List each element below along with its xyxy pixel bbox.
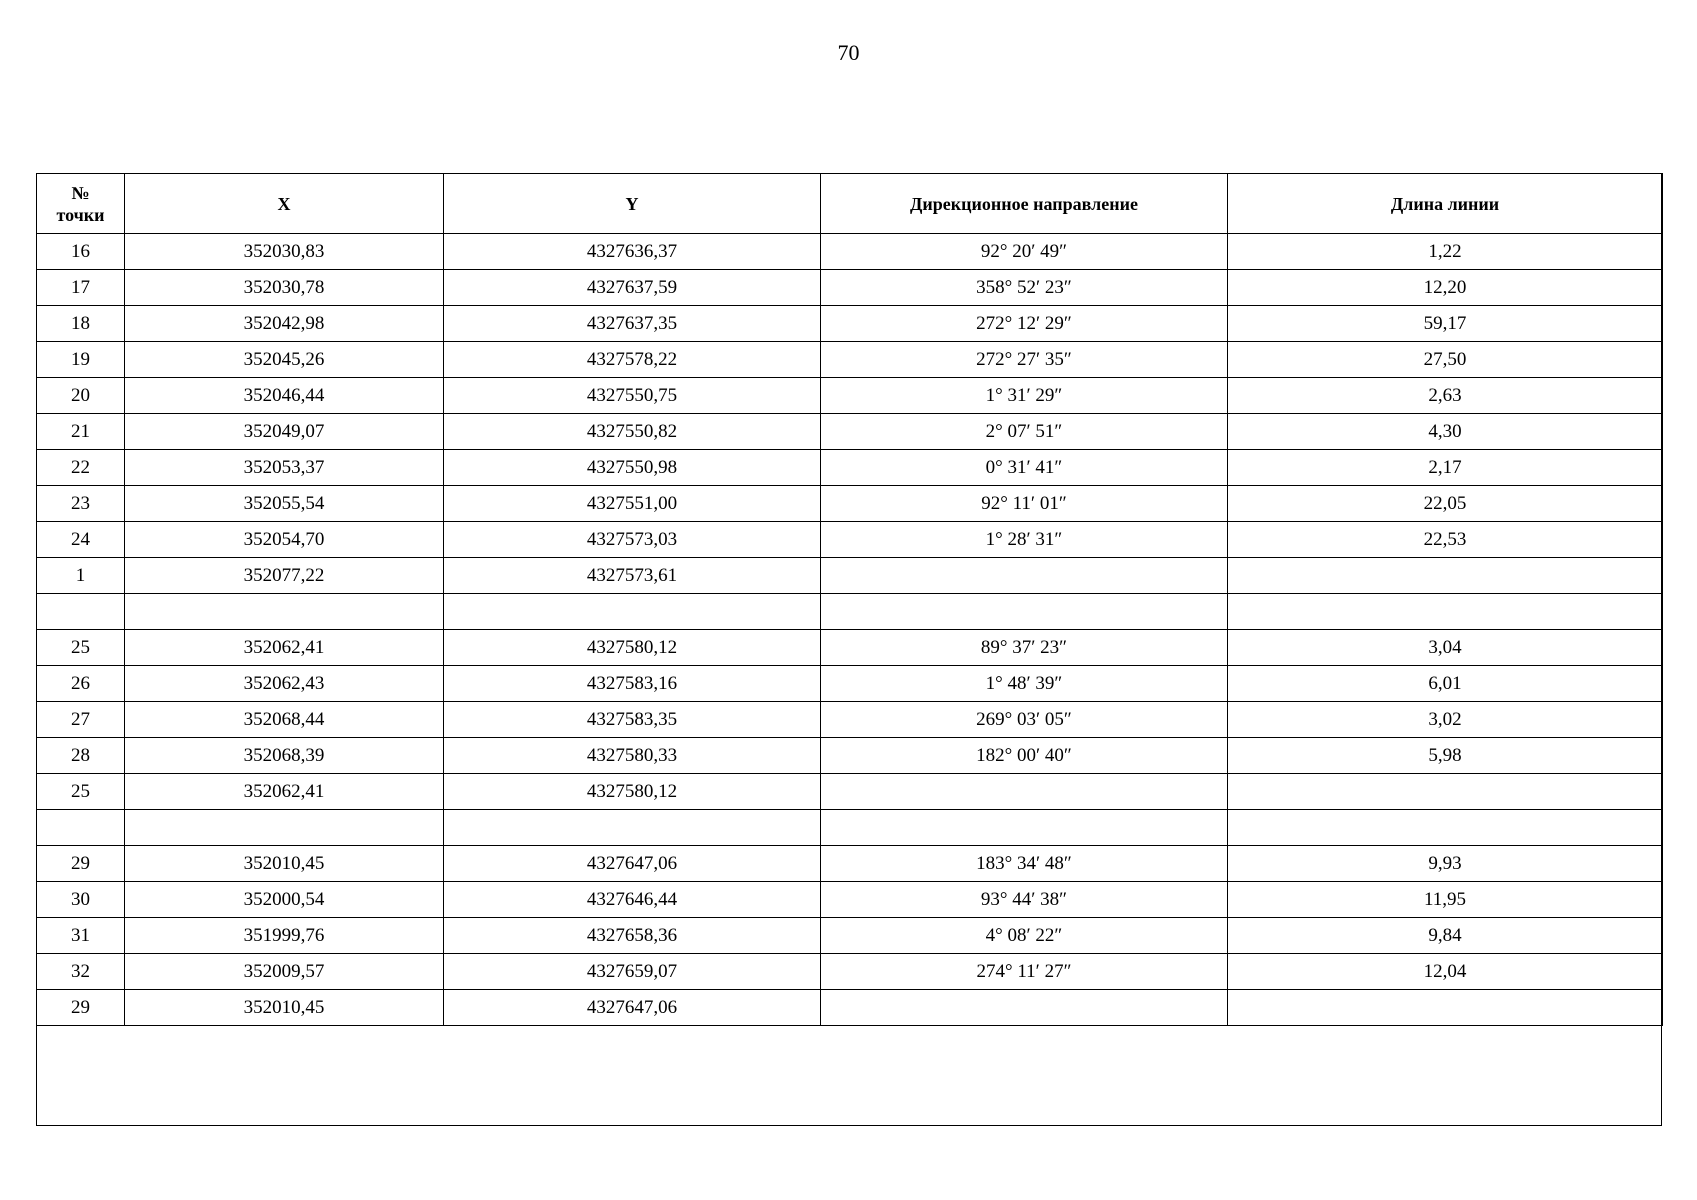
- cell-point-number: 20: [37, 378, 125, 414]
- header-direction: Дирекционное направление: [821, 174, 1228, 234]
- cell-x: 351999,76: [125, 918, 444, 954]
- table-row: [37, 774, 1663, 810]
- cell-direction: 89° 37′ 23″: [821, 630, 1228, 666]
- cell-length: [1228, 558, 1663, 594]
- cell-y: 4327550,98: [444, 450, 821, 486]
- cell-point-number: 24: [37, 522, 125, 558]
- cell-y: 4327550,75: [444, 378, 821, 414]
- cell-length: 4,30: [1228, 414, 1663, 450]
- cell-y: 4327646,44: [444, 882, 821, 918]
- cell-y: 4327647,06: [444, 990, 821, 1026]
- cell-x: [125, 810, 444, 846]
- header-y: Y: [444, 174, 821, 234]
- cell-direction: [821, 990, 1228, 1026]
- cell-point-number: 27: [37, 702, 125, 738]
- table-row: [37, 558, 1663, 594]
- cell-x: 352000,54: [125, 882, 444, 918]
- header-point-symbol: №: [71, 182, 90, 203]
- cell-direction: 4° 08′ 22″: [821, 918, 1228, 954]
- cell-point-number: 23: [37, 486, 125, 522]
- cell-length: 27,50: [1228, 342, 1663, 378]
- cell-length: 12,04: [1228, 954, 1663, 990]
- cell-direction: 2° 07′ 51″: [821, 414, 1228, 450]
- cell-y: 4327573,03: [444, 522, 821, 558]
- cell-direction: 182° 00′ 40″: [821, 738, 1228, 774]
- cell-length: 2,17: [1228, 450, 1663, 486]
- cell-length: 3,02: [1228, 702, 1663, 738]
- cell-direction: [821, 594, 1228, 630]
- cell-direction: 274° 11′ 27″: [821, 954, 1228, 990]
- cell-y: 4327659,07: [444, 954, 821, 990]
- cell-point-number: 19: [37, 342, 125, 378]
- table-body: [37, 234, 1663, 1026]
- cell-length: [1228, 810, 1663, 846]
- cell-x: 352062,41: [125, 630, 444, 666]
- cell-point-number: 16: [37, 234, 125, 270]
- header-point-word: точки: [56, 204, 105, 225]
- cell-direction: 1° 28′ 31″: [821, 522, 1228, 558]
- cell-x: 352068,39: [125, 738, 444, 774]
- cell-length: 12,20: [1228, 270, 1663, 306]
- cell-direction: 1° 48′ 39″: [821, 666, 1228, 702]
- table-row: [37, 846, 1663, 882]
- cell-x: 352055,54: [125, 486, 444, 522]
- cell-y: [444, 810, 821, 846]
- table-row: [37, 882, 1663, 918]
- cell-y: 4327583,35: [444, 702, 821, 738]
- cell-y: 4327637,35: [444, 306, 821, 342]
- table-row: [37, 378, 1663, 414]
- cell-y: 4327658,36: [444, 918, 821, 954]
- cell-direction: 92° 11′ 01″: [821, 486, 1228, 522]
- cell-y: 4327550,82: [444, 414, 821, 450]
- cell-y: 4327580,33: [444, 738, 821, 774]
- cell-length: [1228, 990, 1663, 1026]
- cell-length: 59,17: [1228, 306, 1663, 342]
- cell-length: 2,63: [1228, 378, 1663, 414]
- table-row: [37, 450, 1663, 486]
- cell-point-number: 32: [37, 954, 125, 990]
- header-x: X: [125, 174, 444, 234]
- cell-y: [444, 594, 821, 630]
- coordinates-table: [36, 173, 1663, 1026]
- cell-point-number: 18: [37, 306, 125, 342]
- header-row: [37, 174, 1663, 234]
- header-point-number: [37, 174, 125, 234]
- cell-point-number: 17: [37, 270, 125, 306]
- cell-length: 9,84: [1228, 918, 1663, 954]
- cell-x: 352010,45: [125, 990, 444, 1026]
- page-number: 70: [837, 40, 860, 65]
- cell-x: 352068,44: [125, 702, 444, 738]
- cell-x: 352077,22: [125, 558, 444, 594]
- cell-x: [125, 594, 444, 630]
- cell-length: 1,22: [1228, 234, 1663, 270]
- cell-point-number: [37, 810, 125, 846]
- cell-length: [1228, 594, 1663, 630]
- cell-x: 352045,26: [125, 342, 444, 378]
- table-row: [37, 990, 1663, 1026]
- cell-x: 352046,44: [125, 378, 444, 414]
- cell-y: 4327636,37: [444, 234, 821, 270]
- cell-x: 352054,70: [125, 522, 444, 558]
- cell-direction: 92° 20′ 49″: [821, 234, 1228, 270]
- cell-y: 4327580,12: [444, 630, 821, 666]
- table-row: [37, 810, 1663, 846]
- cell-length: 5,98: [1228, 738, 1663, 774]
- cell-y: 4327580,12: [444, 774, 821, 810]
- cell-point-number: 29: [37, 990, 125, 1026]
- cell-direction: [821, 810, 1228, 846]
- header-length: Длина линии: [1228, 174, 1663, 234]
- table-row: [37, 234, 1663, 270]
- cell-length: 22,53: [1228, 522, 1663, 558]
- table-row: [37, 630, 1663, 666]
- cell-point-number: 31: [37, 918, 125, 954]
- cell-length: [1228, 774, 1663, 810]
- cell-y: 4327583,16: [444, 666, 821, 702]
- cell-x: 352042,98: [125, 306, 444, 342]
- cell-x: 352009,57: [125, 954, 444, 990]
- cell-point-number: [37, 594, 125, 630]
- cell-direction: 358° 52′ 23″: [821, 270, 1228, 306]
- cell-x: 352049,07: [125, 414, 444, 450]
- table-row: [37, 954, 1663, 990]
- cell-length: 11,95: [1228, 882, 1663, 918]
- cell-y: 4327573,61: [444, 558, 821, 594]
- cell-x: 352030,78: [125, 270, 444, 306]
- table-row: [37, 414, 1663, 450]
- cell-point-number: 29: [37, 846, 125, 882]
- cell-direction: [821, 558, 1228, 594]
- cell-point-number: 28: [37, 738, 125, 774]
- cell-x: 352010,45: [125, 846, 444, 882]
- table-row: [37, 486, 1663, 522]
- cell-point-number: 21: [37, 414, 125, 450]
- cell-point-number: 30: [37, 882, 125, 918]
- cell-x: 352030,83: [125, 234, 444, 270]
- cell-point-number: 22: [37, 450, 125, 486]
- cell-point-number: 26: [37, 666, 125, 702]
- cell-length: 6,01: [1228, 666, 1663, 702]
- cell-direction: 272° 27′ 35″: [821, 342, 1228, 378]
- cell-x: 352062,43: [125, 666, 444, 702]
- table-row: [37, 666, 1663, 702]
- cell-length: 3,04: [1228, 630, 1663, 666]
- table-row: [37, 702, 1663, 738]
- cell-direction: 269° 03′ 05″: [821, 702, 1228, 738]
- cell-y: 4327647,06: [444, 846, 821, 882]
- table-row: [37, 306, 1663, 342]
- cell-point-number: 25: [37, 774, 125, 810]
- table-row: [37, 594, 1663, 630]
- table-row: [37, 342, 1663, 378]
- cell-direction: 272° 12′ 29″: [821, 306, 1228, 342]
- cell-direction: 93° 44′ 38″: [821, 882, 1228, 918]
- table-row: [37, 918, 1663, 954]
- cell-y: 4327578,22: [444, 342, 821, 378]
- cell-direction: 0° 31′ 41″: [821, 450, 1228, 486]
- table-row: [37, 270, 1663, 306]
- table-row: [37, 738, 1663, 774]
- cell-x: 352053,37: [125, 450, 444, 486]
- cell-point-number: 1: [37, 558, 125, 594]
- cell-y: 4327637,59: [444, 270, 821, 306]
- cell-length: 9,93: [1228, 846, 1663, 882]
- cell-x: 352062,41: [125, 774, 444, 810]
- table-row: [37, 522, 1663, 558]
- cell-direction: 183° 34′ 48″: [821, 846, 1228, 882]
- cell-y: 4327551,00: [444, 486, 821, 522]
- cell-direction: [821, 774, 1228, 810]
- cell-length: 22,05: [1228, 486, 1663, 522]
- cell-point-number: 25: [37, 630, 125, 666]
- cell-direction: 1° 31′ 29″: [821, 378, 1228, 414]
